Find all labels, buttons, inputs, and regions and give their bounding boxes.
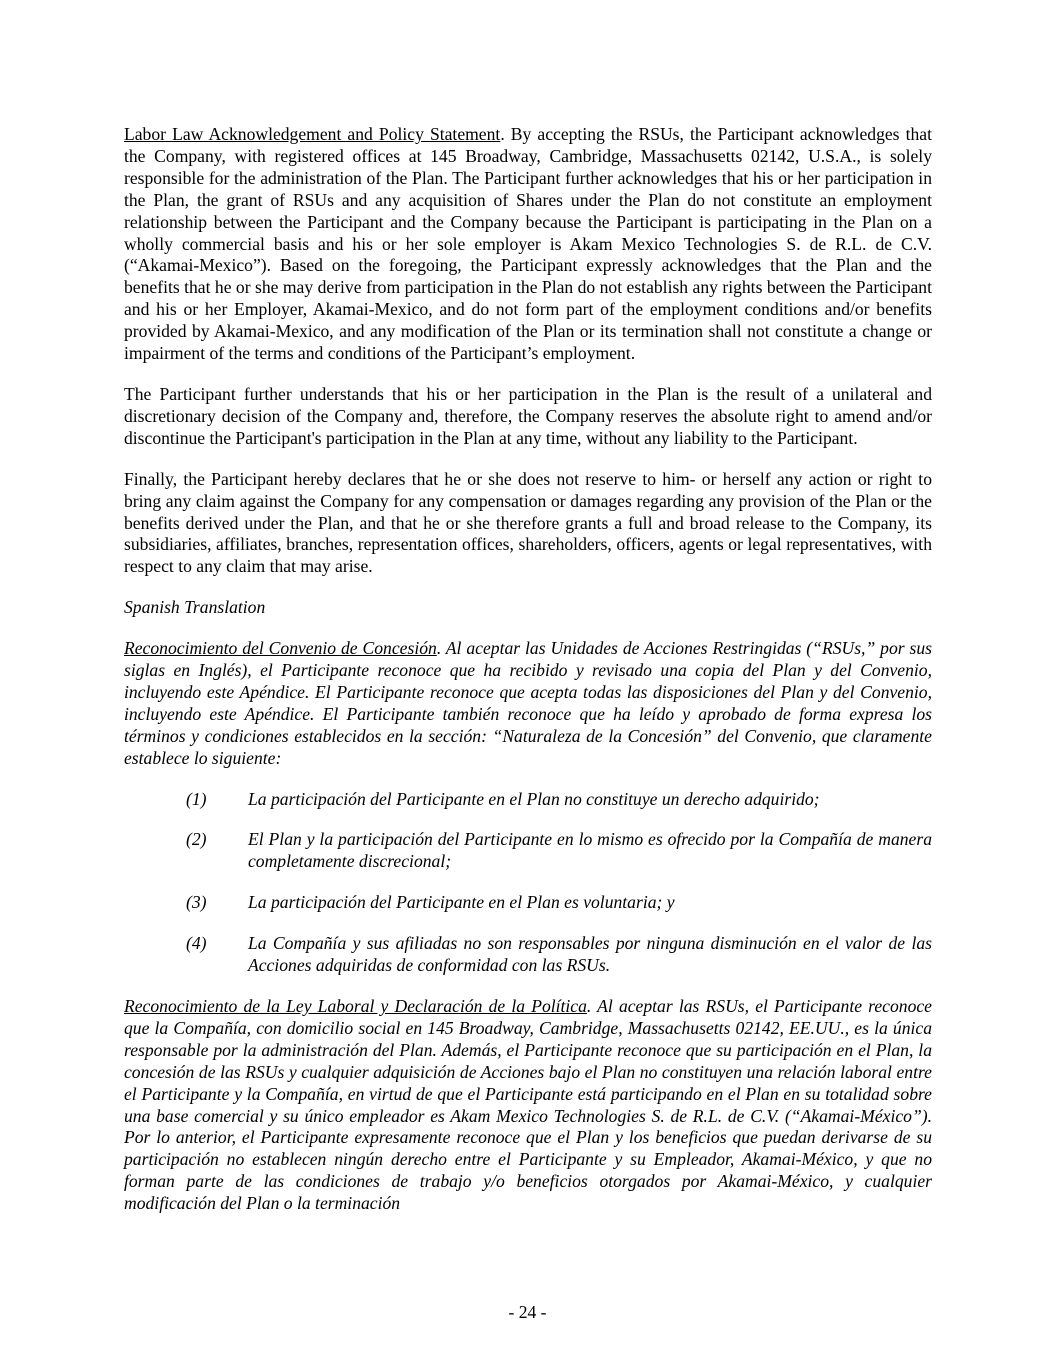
page-number: - 24 -: [508, 1302, 547, 1322]
english-heading-labor-law: Labor Law Acknowledgement and Policy Statement: [124, 124, 501, 144]
english-paragraph-labor-law: [124, 124, 932, 365]
list-item-number: (4): [186, 933, 207, 954]
list-item-text: La Compañía y sus afiliadas no son responsables por ninguna disminución en el valor de las Acciones adquiridas de conformidad con las RSUs.: [248, 933, 932, 976]
spanish-section-title: Spanish Translation: [124, 597, 266, 618]
spanish-paragraph-convenio: [124, 638, 932, 769]
list-item: [124, 933, 932, 977]
spanish-heading-convenio: Reconocimiento del Convenio de Concesión: [124, 638, 437, 659]
list-item: [124, 829, 932, 873]
list-item: [124, 789, 932, 811]
spanish-body-ley-laboral: . Al aceptar las RSUs, el Participante reconoce que la Compañía, con domicilio social en 145 Broadway, Cambridge, Massachusetts 02142, EE.UU., es la única responsable por la administración del Plan. Además, el Participante reconoce que su participación en el Plan, la concesión de las RSUs y cualquier adquisición de Acciones bajo el Plan no constituyen una relación laboral entre el Participante y la Compañía, en virtud de que el Participante está participando en el Plan en su totalidad sobre una base comercial y su único empleador es Akam Mexico Technologies S. de R.L. de C.V. (“Akamai-México”). Por lo anterior, el Participante expresamente reconoce que el Plan y los beneficios que puedan derivarse de su participación no establecen ningún derecho entre el Participante y su Empleador, Akamai-México, y que no forman parte de las condiciones de trabajo y/o beneficios otorgados por Akamai-México, y cualquier modificación del Plan o la terminación: [124, 996, 932, 1214]
list-item-text: La participación del Participante en el Plan no constituye un derecho adquirido;: [248, 788, 820, 809]
list-item-number: (1): [186, 788, 207, 809]
english-paragraph-discretionary: The Participant further understands that his or her participation in the Plan is the result of a unilateral and discretionary decision of the Company and, therefore, the Company reserves the absolute right to amend and/or discontinue the Participant's participation in the Plan at any time, without any liability to the Participant.: [124, 383, 932, 448]
spanish-body-convenio: . Al aceptar las Unidades de Acciones Restringidas (“RSUs,” por sus siglas en Inglés), el Participante reconoce que ha recibido y revisado una copia del Plan y del Convenio, incluyendo este Apéndice. El Participante reconoce que acepta todas las disposiciones del Plan y del Convenio, incluyendo este Apéndice. El Participante también reconoce que ha leído y aprobado de forma expresa los términos y condiciones establecidos en la sección: “Naturaleza de la Concesión” del Convenio, que claramente establece lo siguiente:: [124, 638, 932, 768]
list-item-text: La participación del Participante en el Plan es voluntaria; y: [248, 892, 675, 913]
list-item-number: (3): [186, 892, 207, 913]
document-page: [124, 124, 932, 1234]
spanish-paragraph-ley-laboral: [124, 996, 932, 1215]
english-body-labor-law: . By accepting the RSUs, the Participant acknowledges that the Company, with registered offices at 145 Broadway, Cambridge, Massachusetts 02142, U.S.A., is solely responsible for the administration of the Plan. The Participant further acknowledges that his or her participation in the Plan, the grant of RSUs and any acquisition of Shares under the Plan do not constitute an employment relationship between the Participant and the Company because the Participant is participating in the Plan on a wholly commercial basis and his or her sole employer is Akam Mexico Technologies S. de R.L. de C.V. (“Akamai-Mexico”). Based on the foregoing, the Participant expressly acknowledges that the Plan and the benefits that he or she may derive from participation in the Plan do not establish any rights between the Participant and his or her Employer, Akamai-Mexico, and do not form part of the employment conditions and/or benefits provided by Akamai-Mexico, and any modification of the Plan or its termination shall not constitute a change or impairment of the terms and conditions of the Participant’s employment.: [124, 124, 932, 364]
list-item: [124, 892, 932, 914]
spanish-heading-ley-laboral: Reconocimiento de la Ley Laboral y Declaración de la Política: [124, 996, 587, 1016]
list-item-text: El Plan y la participación del Participante en lo mismo es ofrecido por la Compañía de manera completamente discrecional;: [248, 829, 932, 872]
list-item-number: (2): [186, 829, 207, 850]
english-paragraph-release: Finally, the Participant hereby declares that he or she does not reserve to him- or herself any action or right to bring any claim against the Company for any compensation or damages regarding any provision of the Plan or the benefits derived under the Plan, and that he or she therefore grants a full and broad release to the Company, its subsidiaries, affiliates, branches, representation offices, shareholders, officers, agents or legal representatives, with respect to any claim that may arise.: [124, 468, 932, 577]
